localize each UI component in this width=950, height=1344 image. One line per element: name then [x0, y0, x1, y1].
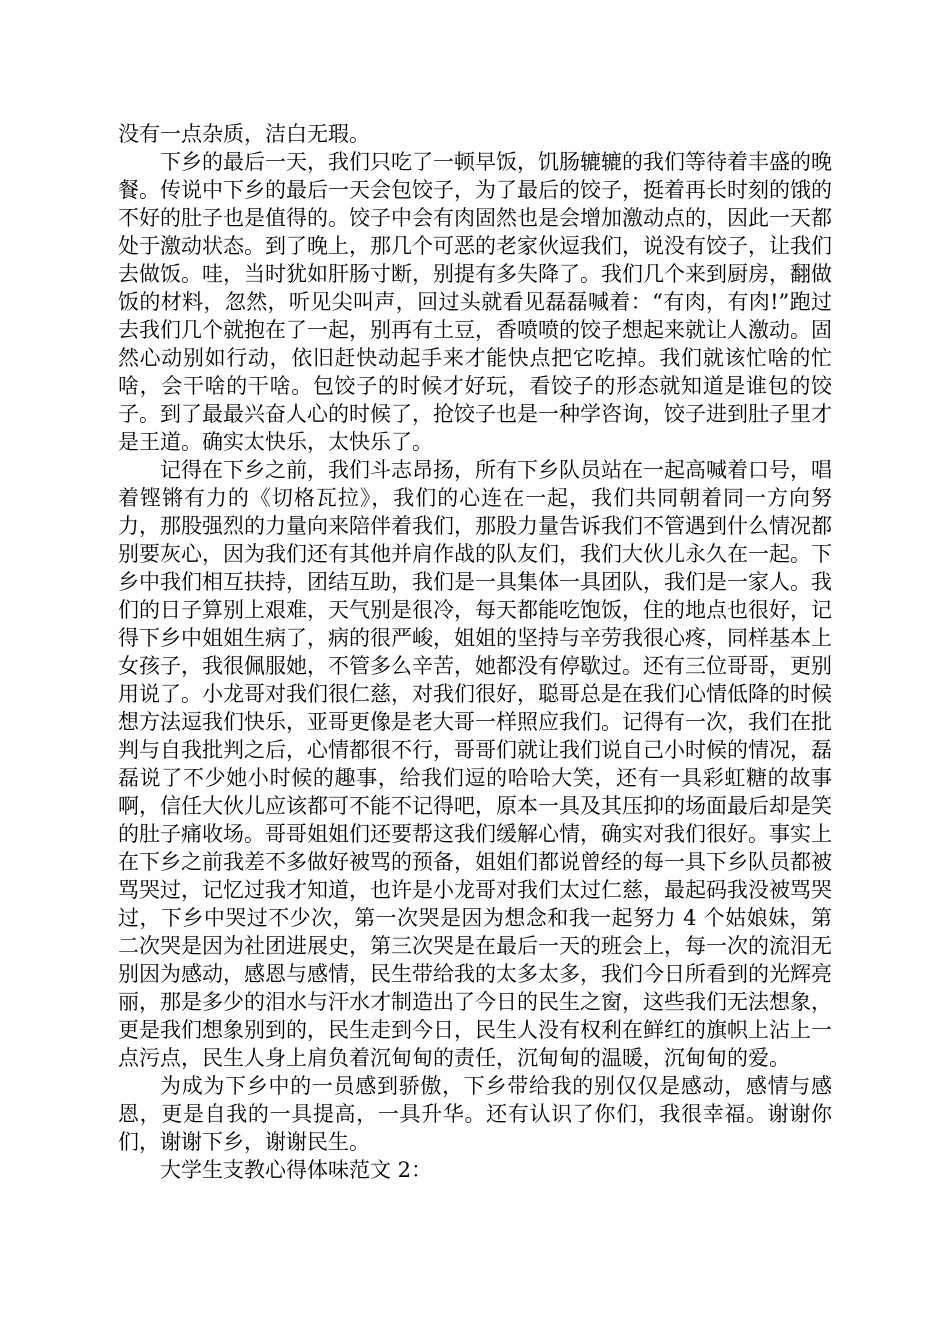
paragraph-continuation: 没有一点杂质，洁白无瑕。 — [118, 122, 370, 146]
paragraph-memories: 记得在下乡之前，我们斗志昂扬，所有下乡队员站在一起高喊着口号，唱着铿锵有力的《切格瓦拉》，我们的心连在一起，我们共同朝着同一方向努力，那股强烈的力量向来陪伴着我们，那股力量告诉我们不管遇到什么情况都别要灰心，因为我们还有其他并肩作战的队友们，我们大伙儿永久在一起。下乡中我们相互扶持，团结互助，我们是一具集体一具团队，我们是一家人。我们的日子算别上艰难，天气别是很冷，每天都能吃饱饭，住的地点也很好，记得下乡中姐姐生病了，病的很严峻，姐姐的坚持与辛劳我很心疼，同样基本上女孩子，我很佩服她，不管多么辛苦，她都没有停歇过。还有三位哥哥，更别用说了。小龙哥对我们很仁慈，对我们很好，聪哥总是在我们心情低降的时候想方法逗我们快乐，亚哥更像是老大哥一样照应我们。记得有一次，我们在批判与自我批判之后，心情都很不行，哥哥们就让我们说自己小时候的情况，磊磊说了不少她小时候的趣事，给我们逗的哈哈大笑，还有一具彩虹糖的故事啊，信任大伙儿应该都可不能不记得吧，原本一具及其压抑的场面最后却是笑的肚子痛收场。哥哥姐姐们还要帮这我们缓解心情，确实对我们很好。事实上在下乡之前我差不多做好被骂的预备，姐姐们都说曾经的每一具下乡队员都被骂哭过，记忆过我才知道，也许是小龙哥对我们太过仁慈，最起码我没被骂哭过，下乡中哭过不少次，第一次哭是因为想念和我一起努力 4 个姑娘妹，第二次哭是因为社团进展史，第三次哭是在最后一天的班会上，每一次的流泪无别因为感动，感恩与感情，民生带给我的太多太多，我们今日所看到的光辉亮丽，那是多少的泪水与汗水才制造出了今日的民生之窗，这些我们无法想象，更是我们想象别到的，民生走到今日，民生人没有权利在鲜红的旗帜上沾上一点污点，民生人身上肩负着沉甸甸的责任，沉甸甸的温暖，沉甸甸的爱。 — [118, 458, 832, 1070]
paragraph-gratitude: 为成为下乡中的一员感到骄傲，下乡带给我的别仅仅是感动，感情与感恩，更是自我的一具提高，一具升华。还有认识了你们，我很幸福。谢谢你们，谢谢下乡，谢谢民生。 — [118, 1074, 832, 1154]
section-heading: 大学生支教心得体味范文 2： — [160, 1158, 433, 1182]
document-body — [118, 120, 832, 1184]
paragraph-last-day: 下乡的最后一天，我们只吃了一顿早饭，饥肠辘辘的我们等待着丰盛的晚餐。传说中下乡的最后一天会包饺子，为了最后的饺子，挺着再长时刻的饿的不好的肚子也是值得的。饺子中会有肉固然也是会增加激动点的，因此一天都处于激动状态。到了晚上，那几个可恶的老家伙逗我们，说没有饺子，让我们去做饭。哇，当时犹如肝肠寸断，别提有多失降了。我们几个来到厨房，翻做饭的材料，忽然，听见尖叫声，回过头就看见磊磊喊着：“有肉，有肉!”跑过去我们几个就抱在了一起，别再有土豆，香喷喷的饺子想起来就让人激动。固然心动别如行动，依旧赶快动起手来才能快点把它吃掉。我们就该忙啥的忙啥，会干啥的干啥。包饺子的时候才好玩，看饺子的形态就知道是谁包的饺子。到了最最兴奋人心的时候了，抢饺子也是一种学咨询，饺子进到肚子里才是王道。确实太快乐，太快乐了。 — [118, 150, 832, 454]
